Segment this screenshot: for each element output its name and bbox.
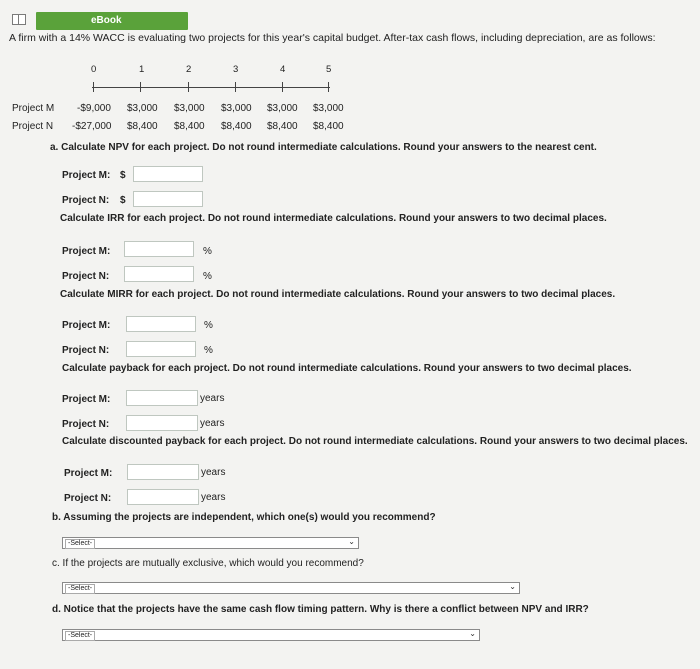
cash-flow: $3,000 bbox=[313, 103, 344, 114]
discounted-payback-n-label: Project N: bbox=[64, 493, 112, 504]
percent-symbol: % bbox=[203, 271, 212, 282]
cash-flow: -$9,000 bbox=[77, 103, 111, 114]
timeline-period: 3 bbox=[233, 64, 239, 75]
timeline-period: 4 bbox=[280, 64, 286, 75]
question-d-select[interactable] bbox=[62, 629, 480, 641]
irr-m-input[interactable] bbox=[124, 241, 194, 257]
cash-flow: $3,000 bbox=[127, 103, 158, 114]
timeline-tick bbox=[188, 82, 189, 92]
question-b-text: b. Assuming the projects are independent, which one(s) would you recommend? bbox=[52, 512, 436, 523]
book-icon bbox=[12, 14, 26, 25]
question-c-select[interactable] bbox=[62, 582, 520, 594]
discounted-payback-n-input[interactable] bbox=[127, 489, 199, 505]
percent-symbol: % bbox=[204, 345, 213, 356]
irr-n-input[interactable] bbox=[124, 266, 194, 282]
payback-n-input[interactable] bbox=[126, 415, 198, 431]
discounted-payback-m-input[interactable] bbox=[127, 464, 199, 480]
question-c-text: c. If the projects are mutually exclusive, which would you recommend? bbox=[52, 558, 364, 569]
ebook-button[interactable]: eBook bbox=[36, 12, 188, 30]
timeline-tick bbox=[93, 82, 94, 92]
npv-n-input[interactable] bbox=[133, 191, 203, 207]
timeline-tick bbox=[328, 82, 329, 92]
currency-symbol: $ bbox=[120, 195, 126, 206]
select-value: -Select- bbox=[65, 631, 95, 641]
npv-m-input[interactable] bbox=[133, 166, 203, 182]
timeline-period: 1 bbox=[139, 64, 145, 75]
timeline-period: 0 bbox=[91, 64, 97, 75]
cash-flow: -$27,000 bbox=[72, 121, 112, 132]
cash-flow: $8,400 bbox=[127, 121, 158, 132]
payback-n-label: Project N: bbox=[62, 419, 110, 430]
problem-statement: A firm with a 14% WACC is evaluating two projects for this year's capital budget. After-tax cash flows, including depreciation, are as follows: bbox=[9, 32, 656, 44]
timeline-period: 5 bbox=[326, 64, 332, 75]
timeline-tick bbox=[140, 82, 141, 92]
cash-flow: $3,000 bbox=[221, 103, 252, 114]
mirr-m-label: Project M: bbox=[62, 320, 111, 331]
percent-symbol: % bbox=[204, 320, 213, 331]
cash-flow: $8,400 bbox=[221, 121, 252, 132]
discounted-payback-m-label: Project M: bbox=[64, 468, 113, 479]
cash-flow: $8,400 bbox=[267, 121, 298, 132]
years-unit: years bbox=[200, 418, 225, 429]
chevron-down-icon: ⌄ bbox=[509, 582, 516, 591]
question-b-select[interactable] bbox=[62, 537, 359, 549]
timeline-tick bbox=[282, 82, 283, 92]
percent-symbol: % bbox=[203, 246, 212, 257]
chevron-down-icon: ⌄ bbox=[348, 537, 355, 546]
cash-flow: $3,000 bbox=[174, 103, 205, 114]
irr-n-label: Project N: bbox=[62, 271, 110, 282]
irr-m-label: Project M: bbox=[62, 246, 111, 257]
payback-m-label: Project M: bbox=[62, 394, 111, 405]
timeline-period: 2 bbox=[186, 64, 192, 75]
years-unit: years bbox=[200, 393, 225, 404]
mirr-m-input[interactable] bbox=[126, 316, 196, 332]
payback-instruction: Calculate payback for each project. Do not round intermediate calculations. Round your answers to two decimal places. bbox=[62, 363, 632, 374]
npv-n-label: Project N: bbox=[62, 195, 110, 206]
discounted-payback-instruction: Calculate discounted payback for each project. Do not round intermediate calculations. Round your answers to two decimal places. bbox=[62, 436, 688, 447]
cash-flow: $3,000 bbox=[267, 103, 298, 114]
years-unit: years bbox=[201, 492, 226, 503]
npv-instruction: a. Calculate NPV for each project. Do not round intermediate calculations. Round your answers to the nearest cent. bbox=[50, 142, 597, 153]
timeline-axis bbox=[92, 87, 330, 88]
mirr-n-label: Project N: bbox=[62, 345, 110, 356]
years-unit: years bbox=[201, 467, 226, 478]
timeline-tick bbox=[235, 82, 236, 92]
project-m-label: Project M bbox=[12, 103, 55, 114]
question-d-text: d. Notice that the projects have the same cash flow timing pattern. Why is there a conflict between NPV and IRR? bbox=[52, 604, 589, 615]
currency-symbol: $ bbox=[120, 170, 126, 181]
project-n-label: Project N bbox=[12, 121, 54, 132]
npv-m-label: Project M: bbox=[62, 170, 111, 181]
mirr-instruction: Calculate MIRR for each project. Do not round intermediate calculations. Round your answers to two decimal places. bbox=[60, 289, 616, 300]
select-value: -Select- bbox=[65, 584, 95, 594]
payback-m-input[interactable] bbox=[126, 390, 198, 406]
cash-flow: $8,400 bbox=[313, 121, 344, 132]
select-value: -Select- bbox=[65, 539, 95, 549]
irr-instruction: Calculate IRR for each project. Do not round intermediate calculations. Round your answers to two decimal places. bbox=[60, 213, 607, 224]
cash-flow: $8,400 bbox=[174, 121, 205, 132]
mirr-n-input[interactable] bbox=[126, 341, 196, 357]
chevron-down-icon: ⌄ bbox=[469, 629, 476, 638]
